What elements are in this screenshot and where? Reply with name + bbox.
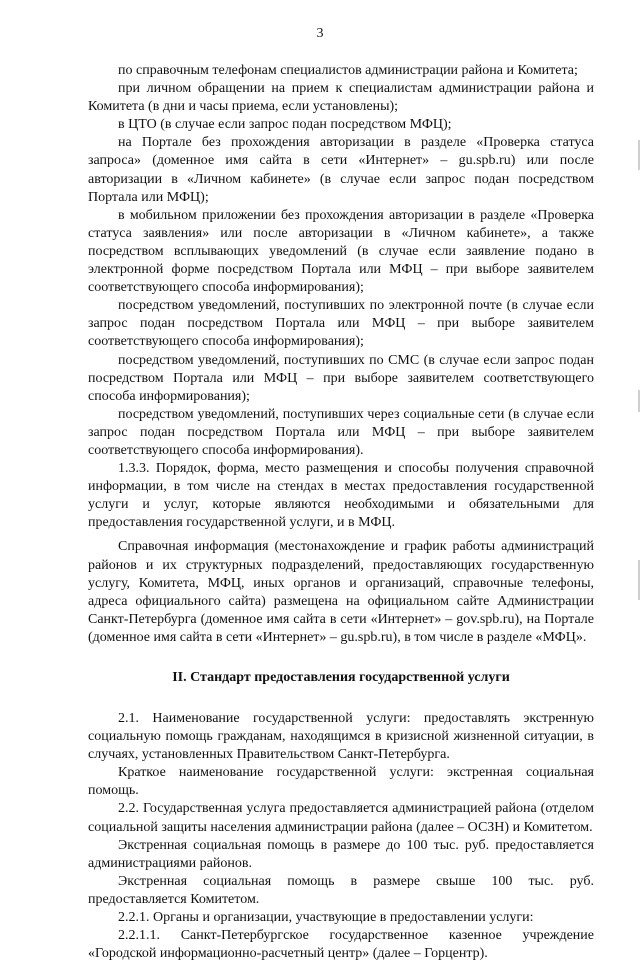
paragraph: посредством уведомлений, поступивших через социальные сети (в случае если запрос подан посредством Портала или МФЦ – при выборе заявителем соответствующего способа информирования). xyxy=(88,406,594,458)
paragraph: Краткое наименование государственной услуги: экстренная социальная помощь. xyxy=(88,765,594,799)
paragraph: посредством уведомлений, поступивших по электронной почте (в случае если запрос подан посредством Портала или МФЦ – при выборе заявителем соответствующего способа информирования); xyxy=(88,298,594,350)
paragraph: Экстренная социальная помощь в размере свыше 100 тыс. руб. предоставляется Комитетом. xyxy=(88,873,594,907)
paragraph: 1.3.3. Порядок, форма, место размещения и способы получения справочной информации, в том числе на стендах в местах предоставления государственной услуги и услуг, которые являются необходимыми и обязательными для предоставления государственной услуги, и в МФЦ. xyxy=(88,461,594,531)
paragraph: при личном обращении на прием к специалистам администрации района и Комитета (в дни и часы приема, если установлены); xyxy=(88,81,594,115)
paragraph: по справочным телефонам специалистов администрации района и Комитета; xyxy=(118,63,578,78)
paragraph: 2.2.1.1. Санкт-Петербургское государственное казенное учреждение «Городской информационно-расчетный центр» (далее – Горцентр). xyxy=(88,928,594,962)
document-body xyxy=(88,62,594,963)
paragraph: Справочная информация (местонахождение и график работы администраций районов и их структурных подразделений, предоставляющих государственную услугу, Комитета, МФЦ, иных органов и организаций, справочные телефоны, адреса официального сайта) размещена на официальном сайте Администрации Санкт-Петербурга (доменное имя сайта в сети «Интернет» – gov.spb.ru), на Портале (доменное имя сайта в сети «Интернет» – gu.spb.ru), в том числе в разделе «МФЦ». xyxy=(88,539,594,645)
paragraph: Экстренная социальная помощь в размере до 100 тыс. руб. предоставляется администрациями районов. xyxy=(88,837,594,871)
paragraph: 2.1. Наименование государственной услуги: предоставлять экстренную социальную помощь гражданам, находящимся в кризисной жизненной ситуации, в случаях, установленных Правительством Санкт-Петербурга. xyxy=(88,711,594,763)
paragraph: 2.2. Государственная услуга предоставляется администрацией района (отделом социальной защиты населения администрации района (далее – ОСЗН) и Комитетом. xyxy=(88,801,594,835)
page-number: 3 xyxy=(316,26,324,41)
paragraph: в ЦТО (в случае если запрос подан посредством МФЦ); xyxy=(118,117,452,133)
paragraph: посредством уведомлений, поступивших по СМС (в случае если запрос подан посредством Портала или МФЦ – при выборе заявителем соответствующего способа информирования); xyxy=(88,352,594,404)
paragraph: в мобильном приложении без прохождения авторизации в разделе «Проверка статуса заявления» или после авторизации в «Личном кабинете», а также посредством всплывающих уведомлений (в случае если заявление подано в электронной форме посредством Портала или МФЦ – при выборе заявителем соответствующего способа информирования); xyxy=(88,207,594,296)
paragraph: 2.2.1. Органы и организации, участвующие в предоставлении услуги: xyxy=(118,910,534,926)
section-heading: II. Стандарт предоставления государственной услуги xyxy=(172,670,510,685)
paragraph: на Портале без прохождения авторизации в разделе «Проверка статуса запроса» (доменное имя сайта в сети «Интернет» – gu.spb.ru) или после авторизации в «Личном кабинете» (в случае если запрос подан посредством Портала или МФЦ); xyxy=(88,135,594,205)
